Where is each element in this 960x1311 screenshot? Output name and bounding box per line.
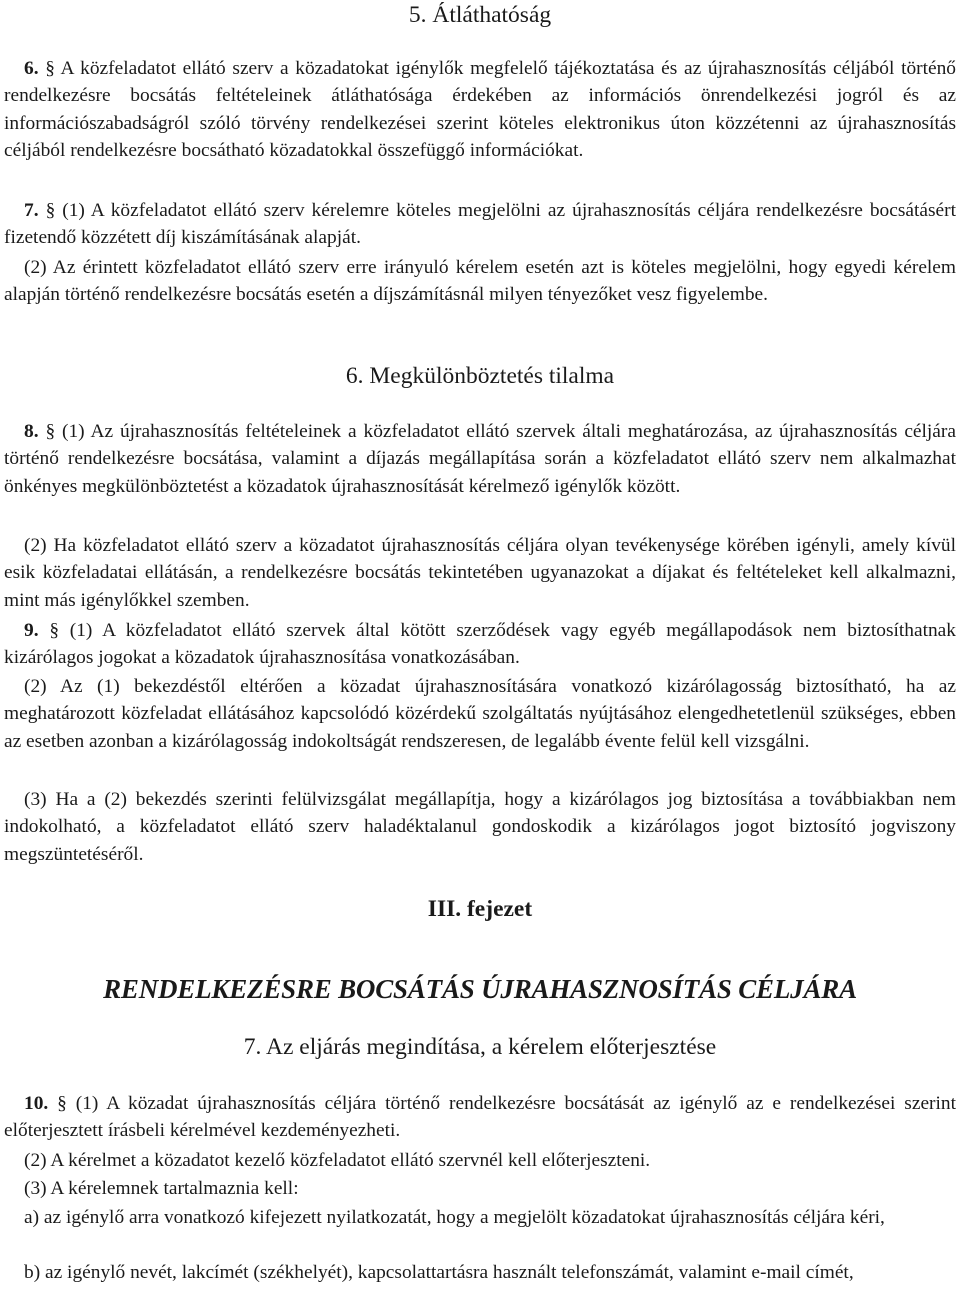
article-9-paragraph-1 [4,617,956,672]
article-7-paragraph-2: (2) Az érintett közfeladatot ellátó szerv erre irányuló kérelem esetén azt is köteles megjelölni, hogy egyedi kérelem alapján történő rendelkezésre bocsátás esetén a díjszámításnál milyen tényezőket vesz figyelembe. [4,257,956,306]
article-number: 9. [24,620,39,641]
article-9-paragraph-3: (3) Ha a (2) bekezdés szerinti felülvizsgálat megállapítja, hogy a kizárólagos jog biztosítása a továbbiakban nem indokolható, a közfeladatot ellátó szerv haladéktalanul gondoskodik a kizárólagos jogot biztosító jogviszony megszüntetéséről. [4,789,956,865]
article-10-point-a: a) az igénylő arra vonatkozó kifejezett nyilatkozatát, hogy a megjelölt közadatokat újrahasznosítás céljára kéri, [24,1207,885,1228]
article-10-paragraph-1 [4,1090,956,1145]
article-text: § (1) A közadat újrahasznosítás céljára történő rendelkezésre bocsátását az igénylő az e rendelkezései szerint előterjesztett írásbeli kérelmével kezdeményezheti. [4,1093,956,1142]
article-number: 8. [24,421,39,442]
article-8-paragraph-2: (2) Ha közfeladatot ellátó szerv a közadatot újrahasznosítás céljára olyan tevékenysége körében igényli, amely kívül esik közfeladatai ellátásán, a rendelkezésre bocsátás tekintetében ugyanazokat a díjakat és feltételeket kell alkalmazni, mint más igénylőkkel szemben. [4,535,956,611]
article-6 [4,55,956,165]
article-text: § A közfeladatot ellátó szerv a közadatokat igénylők megfelelő tájékoztatása és az újrahasznosítás céljából történő rendelkezésre bocsátás feltételeinek átláthatósága érdekében az információs önrendelkezési jogról és az információszabadságról szóló törvény rendelkezései szerint köteles elektronikus úton közzétenni az újrahasznosítás céljából rendelkezésre bocsátható közadatokkal összefüggő információkat. [4,58,956,162]
article-text: § (1) Az újrahasznosítás feltételeinek a közfeladatot ellátó szervek általi meghatározása, az újrahasznosítás céljára történő rendelkezésre bocsátása, valamint a díjazás megállapítása során a közfeladatot ellátó szerv nem alkalmazhat önkényes megkülönböztetést a közadatok újrahasznosítását kérelmező igénylők között. [4,421,956,497]
chapter-heading: III. fejezet [427,896,533,922]
article-10-paragraph-2: (2) A kérelmet a közadatot kezelő közfeladatot ellátó szervnél kell előterjeszteni. [24,1150,651,1171]
section-heading-6: 6. Megkülönböztetés tilalma [345,363,615,389]
article-text: § (1) A közfeladatot ellátó szerv kérelemre köteles megjelölni az újrahasznosítás céljára rendelkezésre bocsátásért fizetendő közzétett díj kiszámításának alapját. [4,200,956,249]
article-8-paragraph-1 [4,418,956,500]
chapter-title: RENDELKEZÉSRE BOCSÁTÁS ÚJRAHASZNOSÍTÁS CÉLJÁRA [103,974,857,1004]
section-heading-7: 7. Az eljárás megindítása, a kérelem előterjesztése [243,1034,717,1060]
article-number: 10. [24,1093,49,1114]
article-text: § (1) A közfeladatot ellátó szervek által kötött szerződések vagy egyéb megállapodások nem biztosíthatnak kizárólagos jogokat a közadatok újrahasznosítása vonatkozásában. [4,620,956,669]
article-number: 6. [24,58,39,79]
article-10-point-b: b) az igénylő nevét, lakcímét (székhelyét), kapcsolattartásra használt telefonszámát, valamint e-mail címét, [24,1262,854,1283]
article-7-paragraph-1 [4,197,956,252]
article-10-paragraph-3: (3) A kérelemnek tartalmaznia kell: [24,1178,299,1199]
article-number: 7. [24,200,39,221]
article-9-paragraph-2: (2) Az (1) bekezdéstől eltérően a közadat újrahasznosítására vonatkozó kizárólagosság biztosítható, ha az meghatározott közfeladat ellátásához kapcsolódó közérdekű szolgáltatás nyújtásához elengedhetetlenül szükséges, ebben az esetben azonban a kizárólagosság indokoltságát rendszeresen, de legalább évente felül kell vizsgálni. [4,676,956,752]
section-heading-5: 5. Átláthatóság [408,2,552,28]
